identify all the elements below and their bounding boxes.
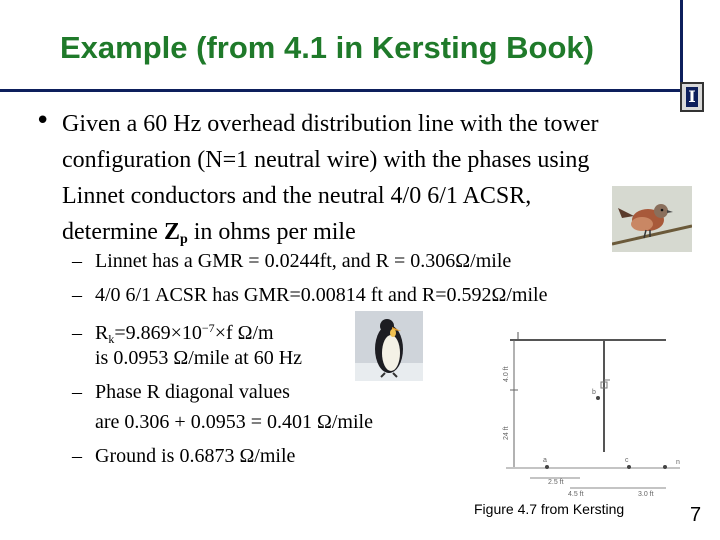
conductor-a-label: a <box>543 457 547 464</box>
sub-bullet-2 <box>72 280 547 310</box>
penguin-image <box>355 311 423 381</box>
sub-bullet-5 <box>72 441 295 471</box>
sub-bullet-3-continuation: is 0.0953 Ω/mile at 60 Hz <box>95 347 303 369</box>
main-bullet-line-1: Given a 60 Hz overhead distribution line with the tower <box>62 111 599 137</box>
dash-icon: – <box>72 250 82 272</box>
conductor-n-icon <box>663 465 667 469</box>
penguin-icon <box>355 311 423 381</box>
rk-exponent: −7 <box>201 321 215 335</box>
zp-symbol: Z <box>163 219 180 245</box>
sub-bullet-2-text: 4/0 6/1 ACSR has GMR=0.00814 ft and R=0.592Ω/mile <box>95 284 548 306</box>
bullet-dot-icon: • <box>35 106 51 136</box>
line4-post: in ohms per mile <box>187 219 356 245</box>
dash-icon: – <box>72 445 82 467</box>
figure-caption: Figure 4.7 from Kersting <box>474 501 625 517</box>
sub-bullet-1 <box>72 246 511 276</box>
linnet-bird-image <box>612 186 692 252</box>
main-bullet-text <box>62 106 682 258</box>
logo-letter: I <box>688 87 696 106</box>
dim-label-horizontal-3: 3.0 ft <box>638 491 654 498</box>
sub-bullet-5-text: Ground is 0.6873 Ω/mile <box>95 445 296 467</box>
dash-icon: – <box>72 284 82 306</box>
rk-formula-tail: ×f Ω/m <box>214 322 274 344</box>
zp-subscript: p <box>179 232 188 247</box>
dim-label-horizontal-2: 4.5 ft <box>568 491 584 498</box>
dash-icon: – <box>72 322 82 344</box>
conductor-b-label: b <box>592 389 596 396</box>
sub-bullet-4-continuation: are 0.306 + 0.0953 = 0.401 Ω/mile <box>95 411 373 433</box>
rk-symbol: R <box>95 322 109 344</box>
rk-subscript: k <box>108 332 115 346</box>
page-number: 7 <box>690 504 702 526</box>
main-bullet-line-2: configuration (N=1 neutral wire) with the phases using <box>62 147 590 173</box>
conductor-a-icon <box>545 465 549 469</box>
dash-icon: – <box>72 381 82 403</box>
rk-formula: =9.869×10 <box>114 322 202 344</box>
bird-icon <box>612 186 692 252</box>
dim-label-vertical-2: 24 ft <box>503 426 510 440</box>
sub-bullet-1-text: Linnet has a GMR = 0.0244ft, and R = 0.306Ω/mile <box>95 250 512 272</box>
dim-label-horizontal-1: 2.5 ft <box>548 479 564 486</box>
university-logo <box>680 82 704 112</box>
tower-configuration-figure <box>470 322 700 500</box>
line4-pre: determine <box>62 219 164 245</box>
conductor-c-label: c <box>625 457 629 464</box>
dim-label-vertical-1: 4.0 ft <box>503 366 510 382</box>
conductor-c-icon <box>627 465 631 469</box>
sub-bullet-4-text: Phase R diagonal values <box>95 381 290 403</box>
conductor-b-icon <box>596 396 600 400</box>
sub-bullet-4 <box>72 377 290 407</box>
main-bullet-line-3: Linnet conductors and the neutral 4/0 6/1 ACSR, <box>62 183 532 209</box>
conductor-n-label: n <box>676 459 680 466</box>
logo-block <box>686 87 698 107</box>
slide-title: Example (from 4.1 in Kersting Book) <box>60 30 594 65</box>
